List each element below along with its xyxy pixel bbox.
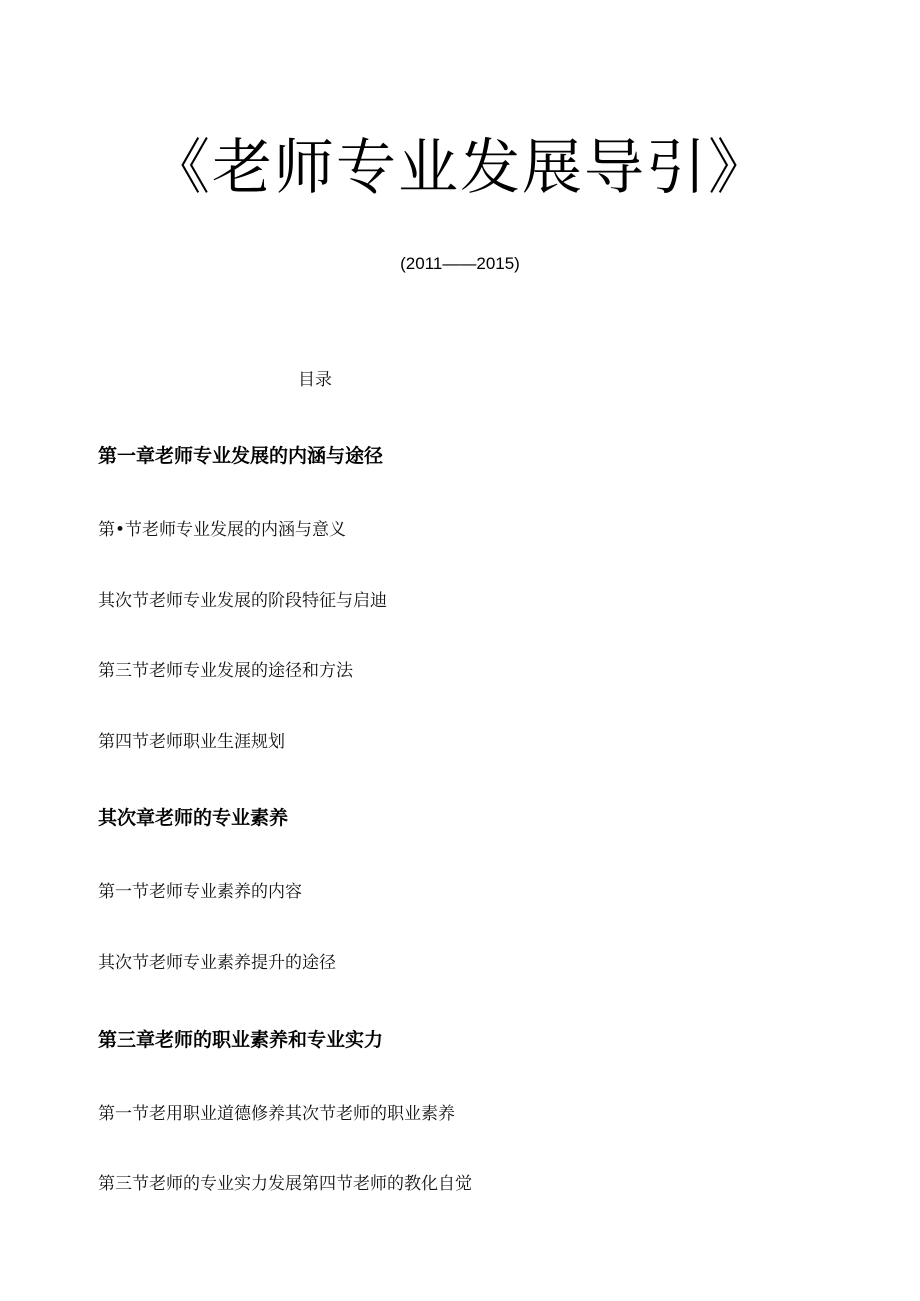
- document-subtitle: (2011——2015): [400, 254, 520, 273]
- toc-section-1-4: 第四节老师职业生涯规划: [98, 732, 285, 752]
- document-title: 《老师专业发展导引》: [150, 133, 770, 203]
- toc-chapter-1: 第一章老师专业发展的内涵与途径: [98, 445, 384, 467]
- toc-section-2-2: 其次节老师专业素养提升的途径: [98, 953, 336, 973]
- toc-section-2-1: 第一节老师专业素养的内容: [98, 882, 302, 902]
- toc-chapter-3: 第三章老师的职业素养和专业实力: [98, 1029, 384, 1051]
- toc-chapter-2: 其次章老师的专业素养: [98, 807, 289, 829]
- toc-heading: 目录: [298, 370, 332, 390]
- toc-section-1-3: 第三节老师专业发展的途径和方法: [98, 661, 353, 681]
- toc-section-1-1: 第•节老师专业发展的内涵与意义: [98, 520, 347, 540]
- toc-section-1-2: 其次节老师专业发展的阶段特征与启迪: [98, 591, 387, 611]
- toc-section-3-1: 第一节老用职业道德修养其次节老师的职业素养: [98, 1104, 455, 1124]
- toc-section-3-2: 第三节老师的专业实力发展第四节老师的教化自觉: [98, 1174, 472, 1194]
